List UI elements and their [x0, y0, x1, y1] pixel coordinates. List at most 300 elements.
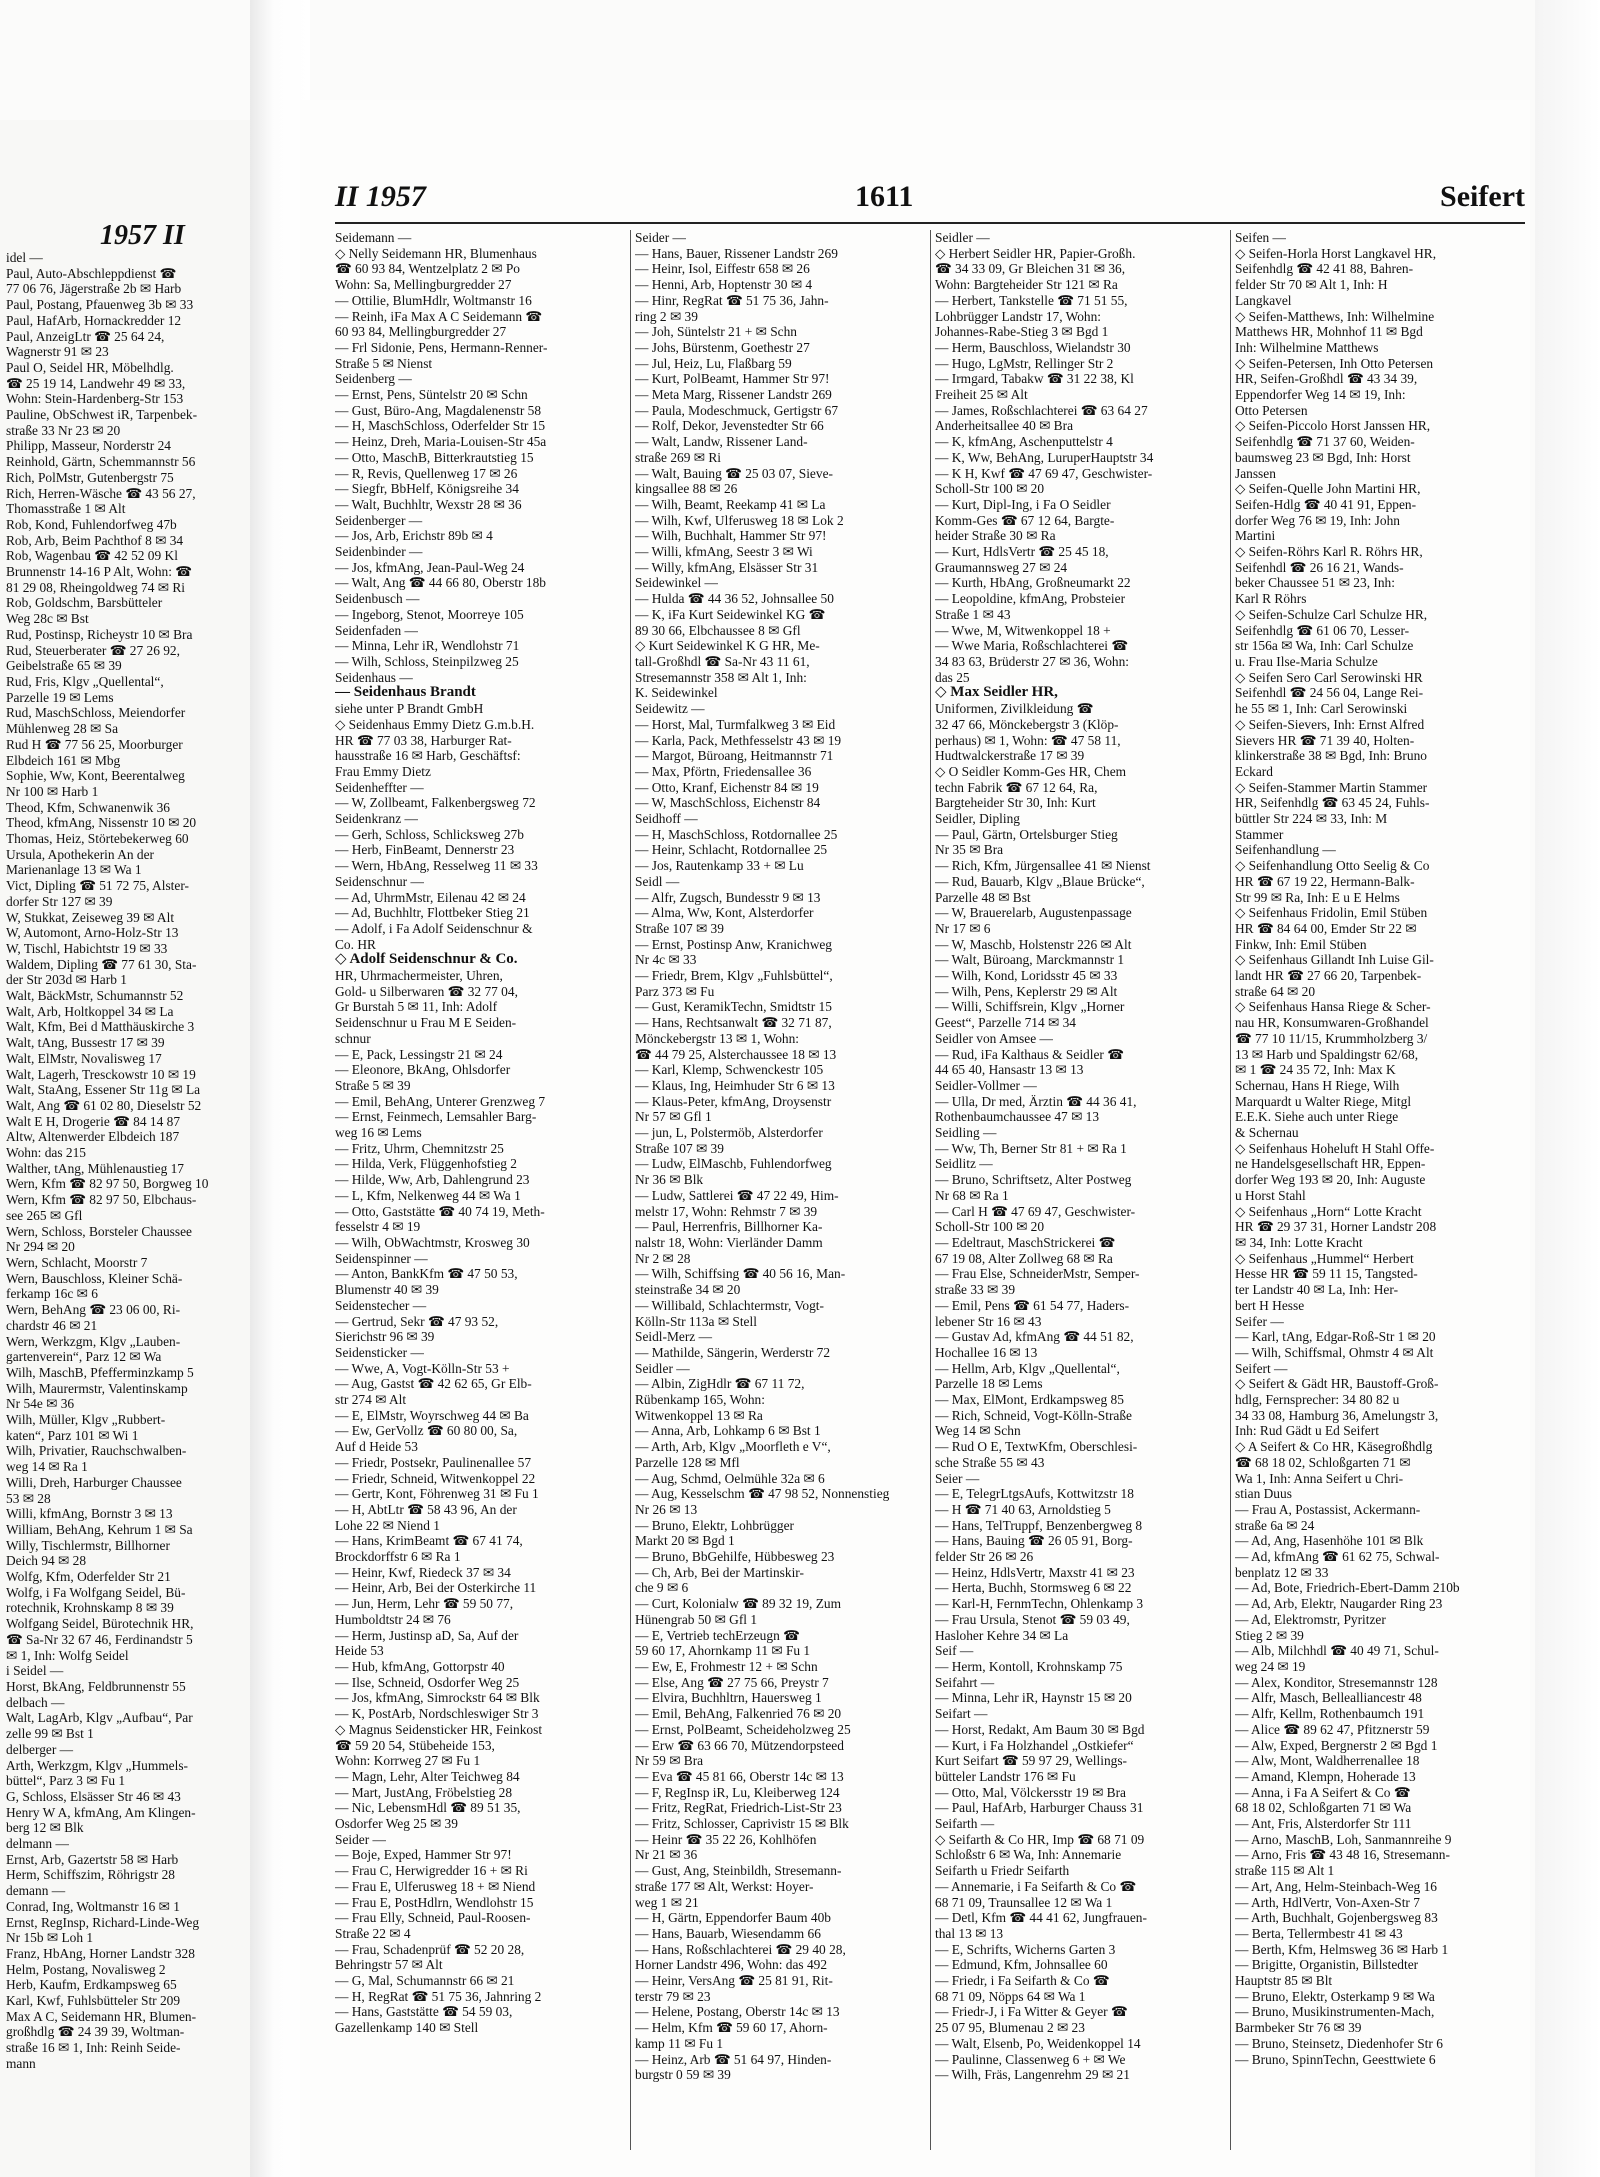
directory-entry: Seier — — [935, 1470, 980, 1486]
directory-entry: ◇ Seifenhaus Gillandt Inh Luise Gil- — [1235, 952, 1434, 968]
directory-entry: ◇ Herbert Seidler HR, Papier-Großh. — [935, 245, 1136, 261]
directory-entry: — Friedr, Schneid, Witwenkoppel 22 — [335, 1470, 536, 1486]
directory-entry: Wern, Schlacht, Moorstr 7 — [6, 1255, 148, 1270]
directory-entry: großhdlg ☎ 24 39 39, Woltman- — [6, 2024, 185, 2040]
directory-entry: Rübenkamp 165, Wohn: — [635, 1392, 765, 1408]
directory-entry: Seif — — [935, 1643, 974, 1659]
left-page — [0, 120, 252, 2177]
directory-entry: Nr 68 ✉ Ra 1 — [935, 1187, 1009, 1203]
directory-entry: — Ew, E, Frohmestr 12 + ✉ Schn — [635, 1658, 818, 1674]
directory-entry: — Klaus-Peter, kfmAng, Droysenstr — [635, 1093, 832, 1109]
directory-entry: nau HR, Konsumwaren-Großhandel — [1235, 1015, 1429, 1031]
directory-entry: — Karla, Pack, Methfesselstr 43 ✉ 19 — [635, 732, 842, 748]
directory-entry: dorfer Weg 76 ✉ 19, Inh: John — [1235, 512, 1400, 528]
directory-entry: Wilh, Müller, Klgv „Rubbert- — [6, 1412, 166, 1428]
directory-entry: Rud, Postinsp, Richeystr 10 ✉ Bra — [6, 626, 193, 642]
directory-entry: — Otto, Kranf, Eichenstr 84 ✉ 19 — [635, 779, 819, 795]
directory-entry: siehe unter P Brandt GmbH — [335, 701, 484, 717]
directory-entry: Weg 28c ✉ Bst — [6, 611, 89, 627]
directory-entry: Nr 2 ✉ 28 — [635, 1250, 691, 1266]
directory-entry: Rob, Kond, Fuhlendorfweg 47b — [6, 516, 177, 532]
directory-entry: — W, Brauerelarb, Augustenpassage — [935, 905, 1132, 921]
directory-entry: Martini — [1235, 528, 1276, 544]
directory-entry: — Jul, Heiz, Lu, Flaßbarg 59 — [635, 355, 792, 371]
directory-entry: — Walt, Landw, Rissener Land- — [635, 434, 808, 450]
directory-entry: — H, MaschSchloss, Rotdornallee 25 — [635, 826, 838, 842]
directory-entry: heider Straße 30 ✉ Ra — [935, 528, 1056, 544]
directory-entry: — Hugo, LgMstr, Rellinger Str 2 — [935, 355, 1114, 371]
directory-entry: Seifenhdlg ☎ 61 06 70, Lesser- — [1235, 622, 1410, 638]
directory-entry: Weg 14 ✉ Schn — [935, 1423, 1021, 1439]
directory-entry: Arth, Werkzgm, Klgv „Hummels- — [6, 1757, 189, 1773]
directory-entry: — Ad, Bote, Friedrich-Ebert-Damm 210b — [1235, 1580, 1460, 1596]
directory-entry: Walt, tAng, Bussestr 17 ✉ 39 — [6, 1035, 165, 1051]
directory-entry: 25 07 95, Blumenau 2 ✉ 23 — [935, 2020, 1085, 2036]
directory-entry: sche Straße 55 ✉ 43 — [935, 1454, 1045, 1470]
directory-entry: — Ernst, Postinsp Anw, Kranichweg — [635, 936, 833, 952]
directory-entry: Gold- u Silberwaren ☎ 32 77 04, — [335, 983, 518, 999]
directory-entry: — Helene, Postang, Oberstr 14c ✉ 13 — [635, 2004, 840, 2020]
directory-entry: — Jos, kfmAng, Simrockstr 64 ✉ Blk — [335, 1690, 540, 1706]
directory-entry: Walt, StaAng, Essener Str 11g ✉ La — [6, 1082, 201, 1098]
directory-entry: — Alw, Mont, Waldherrenallee 18 — [1235, 1753, 1420, 1769]
directory-entry: — Gust, Ang, Steinbildh, Stresemann- — [635, 1863, 842, 1879]
directory-entry: Geibelstraße 65 ✉ 39 — [6, 658, 122, 674]
directory-entry: ◇ Kurt Seidewinkel K G HR, Me- — [635, 638, 820, 654]
directory-entry: Paul, Auto-Abschleppdienst ☎ — [6, 265, 177, 281]
directory-entry: Seifenhdl ☎ 24 56 04, Lange Rei- — [1235, 685, 1424, 701]
directory-entry: Walt, BäckMstr, Schumannstr 52 — [6, 988, 184, 1004]
directory-entry: — Berth, Kfm, Helmsweg 36 ✉ Harb 1 — [1235, 1941, 1449, 1957]
directory-entry: 34 83 63, Brüderstr 27 ✉ 36, Wohn: — [935, 653, 1130, 669]
directory-entry: — Alfr, Zugsch, Bundesstr 9 ✉ 13 — [635, 889, 821, 905]
directory-entry: ◇ Max Seidler HR, — [935, 684, 1058, 701]
directory-entry: 32 47 66, Mönckebergstr 3 (Klöp- — [935, 716, 1119, 732]
directory-entry: — Seidenhaus Brandt — [335, 684, 476, 701]
directory-entry: — H, Gärtn, Eppendorfer Baum 40b — [635, 1910, 831, 1926]
directory-entry: Eckard — [1235, 763, 1273, 779]
directory-entry: Eppendorfer Weg 14 ✉ 19, Inh: — [1235, 387, 1406, 403]
directory-entry: — Frau A, Postassist, Ackermann- — [1235, 1501, 1421, 1517]
directory-entry: Wohn: Korrweg 27 ✉ Fu 1 — [335, 1753, 481, 1769]
directory-entry: Nr 100 ✉ Harb 1 — [6, 783, 99, 799]
directory-entry: — Heinr, Schlacht, Rotdornallee 25 — [635, 842, 828, 858]
directory-entry: Stammer — [1235, 826, 1284, 842]
directory-entry: — E, Vertrieb techErzeugn ☎ — [635, 1627, 800, 1643]
header-keyword: Seifert — [1440, 180, 1525, 213]
directory-entry: ◇ Seifen-Petersen, Inh Otto Petersen — [1235, 355, 1434, 371]
directory-entry: — E, TelegrLtgsAufs, Kottwitzstr 18 — [935, 1486, 1134, 1502]
page-edge — [1535, 0, 1600, 2177]
directory-entry: — Paulinne, Classenweg 6 + ✉ We — [935, 2051, 1126, 2067]
directory-entry: — Berta, Tellermbestr 41 ✉ 43 — [1235, 1925, 1403, 1941]
directory-entry: Marquardt u Walter Riege, Mitgl — [1235, 1093, 1412, 1109]
directory-entry: — Jos, kfmAng, Jean-Paul-Weg 24 — [335, 559, 525, 575]
column-2 — [635, 230, 927, 2150]
directory-entry: Nr 4c ✉ 33 — [635, 952, 697, 968]
directory-entry: ◇ Seifen-Matthews, Inh: Wilhelmine — [1235, 308, 1435, 324]
directory-entry: ◇ Seifert & Gädt HR, Baustoff-Groß- — [1235, 1376, 1439, 1392]
directory-entry: Seidenbusch — — [335, 591, 420, 607]
directory-entry: landt HR ☎ 27 66 20, Tarpenbek- — [1235, 968, 1422, 984]
directory-entry: — Gertr, Kont, Föhrenweg 31 ✉ Fu 1 — [335, 1486, 539, 1502]
directory-entry: — Mart, JustAng, Fröbelstieg 28 — [335, 1784, 513, 1800]
directory-entry: W, Stukkat, Zeiseweg 39 ✉ Alt — [6, 909, 175, 925]
directory-entry: zelle 99 ✉ Bst 1 — [6, 1726, 94, 1742]
directory-entry: Nr 26 ✉ 13 — [635, 1501, 698, 1517]
column-3 — [935, 230, 1227, 2150]
directory-entry: Paul, Postang, Pfauenweg 3b ✉ 33 — [6, 297, 194, 313]
directory-entry: — Rich, Schneid, Vogt-Kölln-Straße — [935, 1407, 1133, 1423]
directory-entry: — Albin, ZigHdlr ☎ 67 11 72, — [635, 1376, 805, 1392]
directory-entry: Seidenkranz — — [335, 811, 418, 827]
directory-entry: — James, Roßschlachterei ☎ 63 64 27 — [935, 402, 1148, 418]
directory-entry: Walt E H, Drogerie ☎ 84 14 87 — [6, 1113, 181, 1129]
directory-entry: — Ernst, Pens, Süntelstr 20 ✉ Schn — [335, 387, 528, 403]
directory-entry: u. Frau Ilse-Maria Schulze — [1235, 653, 1378, 669]
directory-entry: — Jos, Arb, Erichstr 89b ✉ 4 — [335, 528, 493, 544]
directory-entry: Seidl — — [635, 873, 680, 889]
directory-entry: Brunnenstr 14-16 P Alt, Wohn: ☎ — [6, 564, 192, 580]
directory-entry: Gazellenkamp 140 ✉ Stell — [335, 2020, 479, 2036]
directory-entry: Wolfgang Seidel, Bürotechnik HR, — [6, 1616, 194, 1632]
directory-entry: ☎ 60 93 84, Wentzelplatz 2 ✉ Po — [335, 261, 521, 277]
directory-entry: — E, Pack, Lessingstr 21 ✉ 24 — [335, 1046, 503, 1062]
directory-entry: — Hans, TelTruppf, Benzenbergweg 8 — [935, 1517, 1143, 1533]
directory-entry: — Gertrud, Sekr ☎ 47 93 52, — [335, 1313, 499, 1329]
directory-entry: Walt, Kfm, Bei d Matthäuskirche 3 — [6, 1019, 195, 1035]
directory-entry: — Heinr ☎ 35 22 26, Kohlhöfen — [635, 1831, 817, 1847]
directory-entry: Hasloher Kehre 34 ✉ La — [935, 1627, 1069, 1643]
directory-entry: Seifen-Hdlg ☎ 40 41 91, Eppen- — [1235, 496, 1417, 512]
directory-entry: Janssen — [1235, 465, 1276, 481]
directory-entry: Nr 59 ✉ Bra — [635, 1753, 704, 1769]
directory-entry: Hesse HR ☎ 59 11 15, Tangsted- — [1235, 1266, 1418, 1282]
directory-entry: — Ottilie, BlumHdlr, Woltmanstr 16 — [335, 292, 532, 308]
header-year: II 1957 — [335, 180, 426, 213]
directory-entry: Wohn: Stein-Hardenberg-Str 153 — [6, 391, 184, 407]
directory-entry: Willi, Dreh, Harburger Chaussee — [6, 1474, 182, 1490]
directory-entry: — K, kfmAng, Aschenputtelstr 4 — [935, 434, 1113, 450]
directory-entry: ◇ Seifenhandlung Otto Seelig & Co — [1235, 858, 1430, 874]
directory-entry: Sievers HR ☎ 71 39 40, Holten- — [1235, 732, 1415, 748]
directory-entry: — Frl Sidonie, Pens, Hermann-Renner- — [335, 339, 548, 355]
directory-entry: beker Chaussee 51 ✉ 23, Inh: — [1235, 575, 1395, 591]
directory-entry: — Siegfr, BbHelf, Königsreihe 34 — [335, 481, 519, 497]
directory-entry: delmann — — [6, 1836, 69, 1852]
directory-entry: — Meta Marg, Rissener Landstr 269 — [635, 387, 832, 403]
directory-entry: ☎ Sa-Nr 32 67 46, Ferdinandstr 5 — [6, 1631, 193, 1647]
directory-entry: rotechnik, Krohnskamp 8 ✉ 39 — [6, 1600, 174, 1616]
directory-entry: — Anton, BankKfm ☎ 47 50 53, — [335, 1266, 518, 1282]
directory-entry: ◇ A Seifert & Co HR, Käsegroßhdlg — [1235, 1439, 1433, 1455]
directory-entry: — Heinr, Arb, Bei der Osterkirche 11 — [335, 1580, 537, 1596]
directory-entry: — Herm, Bauschloss, Wielandstr 30 — [935, 339, 1131, 355]
directory-entry: Walt, Ang ☎ 61 02 80, Dieselstr 52 — [6, 1097, 202, 1113]
directory-entry: 89 30 66, Elbchaussee 8 ✉ Gfl — [635, 622, 801, 638]
directory-entry: ter Landstr 40 ✉ La, Inh: Her- — [1235, 1282, 1399, 1298]
directory-entry: Theod, kfmAng, Nissenstr 10 ✉ 20 — [6, 815, 197, 831]
directory-entry: Frau Emmy Dietz — [335, 763, 431, 779]
directory-entry: — Minna, Lehr iR, Wendlohstr 71 — [335, 638, 520, 654]
directory-entry: — Arno, MaschB, Loh, Sanmannreihe 9 — [1235, 1831, 1452, 1847]
directory-entry: Parz 373 ✉ Fu — [635, 983, 715, 999]
directory-entry: Nr 294 ✉ 20 — [6, 1239, 75, 1255]
directory-entry: — Wilh, Schiffsmal, Ohmstr 4 ✉ Alt — [1235, 1344, 1434, 1360]
directory-entry: K. Seidewinkel — [635, 685, 718, 701]
directory-entry: Wilh, MaschB, Pfefferminzkamp 5 — [6, 1364, 194, 1380]
directory-entry: Wern, Bauschloss, Kleiner Schä- — [6, 1270, 183, 1286]
directory-entry: — Ingeborg, Stenot, Moorreye 105 — [335, 606, 524, 622]
directory-entry: str 274 ✉ Alt — [335, 1392, 407, 1408]
directory-entry: Wern, Schloss, Borsteler Chaussee — [6, 1223, 192, 1239]
directory-entry: — Henni, Arb, Hoptenstr 30 ✉ 4 — [635, 277, 813, 293]
directory-entry: — Rud, Bauarb, Klgv „Blaue Brücke“, — [935, 873, 1145, 889]
directory-entry: — Wwe Maria, Roßschlachterei ☎ — [935, 638, 1129, 654]
directory-entry: Seidenhaus — — [335, 669, 413, 685]
directory-entry: — Emil, Pens ☎ 61 54 77, Haders- — [935, 1297, 1130, 1313]
directory-entry: hdlg, Fernsprecher: 34 80 82 u — [1235, 1392, 1400, 1408]
directory-entry: Vict, Dipling ☎ 51 72 75, Alster- — [6, 878, 189, 894]
directory-entry: — Herm, Kontoll, Krohnskamp 75 — [935, 1658, 1123, 1674]
directory-entry: — Hans, Gaststätte ☎ 54 59 03, — [335, 2004, 513, 2020]
directory-entry: büttler Str 224 ✉ 33, Inh: M — [1235, 811, 1388, 827]
directory-entry: Nr 17 ✉ 6 — [935, 920, 991, 936]
directory-entry: 59 60 17, Ahornkamp 11 ✉ Fu 1 — [635, 1643, 811, 1659]
directory-entry: Stieg 2 ✉ 39 — [1235, 1627, 1304, 1643]
directory-entry: — Art, Ang, Helm-Steinbach-Weg 16 — [1235, 1878, 1437, 1894]
directory-entry: — Rich, Kfm, Jürgensallee 41 ✉ Nienst — [935, 858, 1151, 874]
directory-entry: Nr 35 ✉ Bra — [935, 842, 1004, 858]
directory-entry: 34 33 08, Hamburg 36, Amelungstr 3, — [1235, 1407, 1439, 1423]
directory-entry: — Wilh, Schiffsing ☎ 40 56 16, Man- — [635, 1266, 846, 1282]
directory-entry: felder Str 26 ✉ 26 — [935, 1549, 1034, 1565]
directory-entry: lebener Str 16 ✉ 43 — [935, 1313, 1042, 1329]
directory-entry: straße 33 ✉ 39 — [935, 1282, 1016, 1298]
directory-entry: Seifarth — — [935, 1816, 995, 1832]
directory-entry: Finkw, Inh: Emil Stüben — [1235, 936, 1367, 952]
directory-entry: — Wilh, Schloss, Steinpilzweg 25 — [335, 653, 519, 669]
directory-entry: bütteler Landstr 176 ✉ Fu — [935, 1768, 1076, 1784]
directory-entry: Seifenhdlg ☎ 42 41 88, Bahren- — [1235, 261, 1414, 277]
directory-entry: — Mathilde, Sängerin, Werderstr 72 — [635, 1344, 831, 1360]
directory-entry: perhaus) ✉ 1, Wohn: ☎ 47 58 11, — [935, 732, 1121, 748]
directory-entry: delberger — — [6, 1741, 74, 1757]
directory-entry: Seidl-Merz — — [635, 1329, 712, 1345]
directory-entry: — Ant, Fris, Alsterdorfer Str 111 — [1235, 1816, 1412, 1832]
directory-entry: — H ☎ 71 40 63, Arnoldstieg 5 — [935, 1501, 1111, 1517]
directory-entry: straße 177 ✉ Alt, Werkst: Hoyer- — [635, 1878, 814, 1894]
directory-entry: Straße 22 ✉ 4 — [335, 1925, 411, 1941]
directory-entry: — Wilh, Pens, Keplerstr 29 ✉ Alt — [935, 983, 1118, 999]
directory-entry: Horner Landstr 496, Wohn: das 492 — [635, 1957, 828, 1973]
directory-entry: — Carl H ☎ 47 69 47, Geschwister- — [935, 1203, 1136, 1219]
directory-entry: — Ernst, Feinmech, Lemsahler Barg- — [335, 1109, 537, 1125]
directory-entry: — Heinr, Isol, Eiffestr 658 ✉ 26 — [635, 261, 810, 277]
directory-entry: Nr 36 ✉ Blk — [635, 1172, 704, 1188]
directory-entry: ◇ Nelly Seidemann HR, Blumenhaus — [335, 245, 537, 261]
directory-entry: — Otto, Mal, Völckersstr 19 ✉ Bra — [935, 1784, 1126, 1800]
directory-entry: — Reinh, iFa Max A C Seidemann ☎ — [335, 308, 543, 324]
directory-entry: Seifenhandlung — — [1235, 842, 1336, 858]
directory-entry: felder Str 70 ✉ Alt 1, Inh: H — [1235, 277, 1388, 293]
directory-entry: Wa 1, Inh: Anna Seifert u Chri- — [1235, 1470, 1404, 1486]
directory-entry: — Magn, Lehr, Alter Teichweg 84 — [335, 1768, 520, 1784]
directory-entry: — Walt, Elsenb, Po, Weidenkoppel 14 — [935, 2035, 1141, 2051]
directory-entry: weg 1 ✉ 21 — [635, 1894, 699, 1910]
directory-entry: — W, MaschSchloss, Eichenstr 84 — [635, 795, 821, 811]
directory-entry: Seifart — — [935, 1706, 988, 1722]
directory-entry: — Herm, Justinsp aD, Sa, Auf der — [335, 1627, 519, 1643]
directory-entry: HR, Uhrmachermeister, Uhren, — [335, 968, 503, 984]
directory-entry: Seidler, Dipling — [935, 811, 1021, 827]
directory-entry: Waldem, Dipling ☎ 77 61 30, Sta- — [6, 956, 197, 972]
directory-entry: büttel“, Parz 3 ✉ Fu 1 — [6, 1773, 126, 1789]
directory-entry: — Joh, Süntelstr 21 + ✉ Schn — [635, 324, 797, 340]
directory-entry: ☎ 44 79 25, Alsterchaussee 18 ✉ 13 — [635, 1046, 837, 1062]
column-divider — [1230, 230, 1231, 2150]
directory-entry: chardstr 46 ✉ 21 — [6, 1317, 98, 1333]
directory-entry: — Arno, Fris ☎ 43 48 16, Stresemann- — [1235, 1847, 1450, 1863]
directory-entry: Rob, Wagenbau ☎ 42 52 09 Kl — [6, 548, 178, 564]
directory-entry: — E, Schrifts, Wicherns Garten 3 — [935, 1941, 1116, 1957]
directory-entry: — H, AbtLtr ☎ 58 43 96, An der — [335, 1501, 517, 1517]
directory-entry: — Ad, Arb, Elektr, Naugarder Ring 23 — [1235, 1596, 1443, 1612]
directory-entry: der Str 203d ✉ Harb 1 — [6, 972, 127, 988]
directory-entry: ◇ O Seidler Komm-Ges HR, Chem — [935, 763, 1127, 779]
directory-entry: Seidlitz — — [935, 1156, 993, 1172]
directory-entry: Ursula, Apothekerin An der — [6, 846, 155, 862]
directory-entry: — Kurt, i Fa Holzhandel „Ostkiefer“ — [935, 1737, 1134, 1753]
directory-entry: — W, Zollbeamt, Falkenbergsweg 72 — [335, 795, 536, 811]
directory-entry: techn Fabrik ☎ 67 12 64, Ra, — [935, 779, 1098, 795]
directory-entry: Seidling — — [935, 1125, 997, 1141]
directory-entry: — Amand, Klempn, Hoheradе 13 — [1235, 1768, 1416, 1784]
directory-entry: — Arth, Arb, Klgv „Moorfleth e V“, — [635, 1439, 831, 1455]
header-rule — [335, 222, 1525, 224]
directory-entry: Matthews HR, Mohnhof 11 ✉ Bgd — [1235, 324, 1423, 340]
directory-entry: Conrad, Ing, Woltmanstr 16 ✉ 1 — [6, 1898, 180, 1914]
directory-entry: demann — — [6, 1883, 66, 1899]
directory-entry: — Hans, KrimBeamt ☎ 67 41 74, — [335, 1533, 523, 1549]
directory-entry: — Walt, Bauing ☎ 25 03 07, Sieve- — [635, 465, 833, 481]
directory-entry: — Hub, kfmAng, Gottorpstr 40 — [335, 1658, 505, 1674]
directory-entry: Mühlenweg 28 ✉ Sa — [6, 721, 119, 737]
directory-entry: Rud H ☎ 77 56 25, Moorburger — [6, 736, 183, 752]
directory-entry: klinkerstraße 38 ✉ Bgd, Inh: Bruno — [1235, 748, 1427, 764]
column-divider — [630, 230, 631, 2150]
directory-entry: ◇ Seifenhaus Hoheluft H Stahl Offe- — [1235, 1140, 1435, 1156]
directory-entry: — Boje, Exped, Hammer Str 97! — [335, 1847, 512, 1863]
directory-entry: Schloßstr 6 ✉ Wa, Inh: Annemarie — [935, 1847, 1122, 1863]
directory-entry: Marienanlage 13 ✉ Wa 1 — [6, 862, 142, 878]
directory-entry: Witwenkoppel 13 ✉ Ra — [635, 1407, 763, 1423]
directory-entry: — Wilh, Buchhalt, Hammer Str 97! — [635, 528, 827, 544]
directory-entry: — Hans, Roßschlachterei ☎ 29 40 28, — [635, 1941, 846, 1957]
directory-entry: — Anna, i Fa A Seifert & Co ☎ — [1235, 1784, 1411, 1800]
directory-entry: — Max, ElMont, Erdkampsweg 85 — [935, 1392, 1124, 1408]
directory-entry: Rich, PolMstr, Gutenbergstr 75 — [6, 469, 174, 485]
directory-entry: — Fritz, RegRat, Friedrich-List-Str 23 — [635, 1800, 842, 1816]
directory-entry: Thomasstraße 1 ✉ Alt — [6, 501, 126, 517]
directory-entry: — Ad, Ang, Hasenhöhe 101 ✉ Blk — [1235, 1533, 1424, 1549]
directory-entry: ☎ 77 10 11/15, Krummholzberg 3/ — [1235, 1030, 1428, 1046]
directory-entry: — Nic, LebensmHdl ☎ 89 51 35, — [335, 1800, 521, 1816]
directory-entry: — Frau C, Herwigredder 16 + ✉ Ri — [335, 1863, 528, 1879]
directory-entry: — Erw ☎ 63 66 70, Mützendorpsteed — [635, 1737, 844, 1753]
directory-entry: Kölln-Str 113a ✉ Stell — [635, 1313, 757, 1329]
directory-entry: Wern, Kfm ☎ 82 97 50, Elbchaus- — [6, 1192, 197, 1208]
directory-entry: — Bruno, SpinnTechn, Geesttwiete 6 — [1235, 2051, 1436, 2067]
directory-entry: — Bruno, Steinsetz, Diedenhofer Str 6 — [1235, 2035, 1443, 2051]
directory-entry: — Alma, Ww, Kont, Alsterdorfer — [635, 905, 814, 921]
directory-entry: Sierichstr 96 ✉ 39 — [335, 1329, 435, 1345]
directory-entry: — Willy, kfmAng, Elsässer Str 31 — [635, 559, 819, 575]
directory-entry: — Ulla, Dr med, Ärztin ☎ 44 36 41, — [935, 1093, 1137, 1109]
directory-entry: 53 ✉ 28 — [6, 1490, 51, 1506]
directory-entry: Wohn: das 215 — [6, 1145, 87, 1161]
directory-entry: HR ☎ 29 37 31, Horner Landstr 208 — [1235, 1219, 1437, 1235]
directory-entry: — Arth, Buchhalt, Gojenbergsweg 83 — [1235, 1910, 1438, 1926]
directory-entry: straße 64 ✉ 20 — [1235, 983, 1316, 999]
directory-entry: Wilh, Privatier, Rauchschwalben- — [6, 1443, 187, 1459]
directory-entry: — Hans, Bauarb, Wiesendamm 66 — [635, 1925, 821, 1941]
directory-entry: 44 65 40, Hansastr 13 ✉ 13 — [935, 1062, 1084, 1078]
directory-entry: — Hilda, Verk, Flüggenhofstieg 2 — [335, 1156, 517, 1172]
directory-entry: ✉ 1 ☎ 24 35 72, Inh: Max K — [1235, 1062, 1396, 1078]
directory-entry: Nr 54e ✉ 36 — [6, 1396, 75, 1412]
directory-entry: — Paul, Herrenfris, Billhorner Ka- — [635, 1219, 823, 1235]
directory-entry: — Ad, kfmAng ☎ 61 62 75, Schwal- — [1235, 1549, 1440, 1565]
directory-entry: — Alice ☎ 89 62 47, Pfitznerstr 59 — [1235, 1721, 1430, 1737]
directory-entry: Seifahrt — — [935, 1674, 995, 1690]
directory-entry: nalstr 18, Wohn: Vierländer Damm — [635, 1235, 823, 1250]
directory-entry: Seidewinkel — — [635, 575, 718, 591]
directory-entry: straße 269 ✉ Ri — [635, 449, 721, 465]
directory-entry: Parzelle 19 ✉ Lems — [6, 689, 114, 705]
directory-entry: Barmbeker Str 76 ✉ 39 — [1235, 2020, 1362, 2036]
directory-entry: — Jun, Herm, Lehr ☎ 59 50 77, — [335, 1596, 514, 1612]
directory-entry: — E, ElMstr, Woyrschweg 44 ✉ Ba — [335, 1407, 529, 1423]
directory-entry: — Edmund, Kfm, Johnsallee 60 — [935, 1957, 1108, 1973]
directory-entry: Seidenberg — — [335, 371, 412, 387]
directory-entry: — Fritz, Uhrm, Chemnitzstr 25 — [335, 1140, 504, 1156]
directory-entry: Karl, Kwf, Fuhlsbütteler Str 209 — [6, 1993, 181, 2009]
directory-entry: Walt, LagArb, Klgv „Aufbau“, Par — [6, 1710, 193, 1726]
directory-entry: ☎ 25 19 14, Landwehr 49 ✉ 33, — [6, 375, 186, 391]
directory-entry: Seidler-Vollmer — — [935, 1077, 1037, 1093]
directory-entry: weg 14 ✉ Ra 1 — [6, 1459, 88, 1475]
directory-entry: — Alfr, Kellm, Rothenbaumch 191 — [1235, 1706, 1425, 1722]
directory-entry: HR ☎ 77 03 38, Harburger Rat- — [335, 732, 512, 748]
directory-entry: Lohbrügger Landstr 17, Wohn: — [935, 308, 1102, 324]
directory-entry: Rich, Herren-Wäsche ☎ 43 56 27, — [6, 485, 196, 501]
directory-entry: — H, MaschSchloss, Oderfelder Str 15 — [335, 418, 546, 434]
directory-entry: Seidenfaden — — [335, 622, 418, 638]
directory-entry: Wolfg, i Fa Wolfgang Seidel, Bü- — [6, 1584, 186, 1600]
directory-entry: Blumenstr 40 ✉ 39 — [335, 1282, 439, 1298]
directory-entry: Nr 57 ✉ Gfl 1 — [635, 1109, 712, 1125]
directory-entry: idel — — [6, 250, 43, 265]
directory-entry: Auf d Heide 53 — [335, 1439, 418, 1455]
directory-entry: — Otto, Gaststätte ☎ 40 74 19, Meth- — [335, 1203, 545, 1219]
directory-entry: — Arth, HdlVertr, Von-Axen-Str 7 — [1235, 1894, 1420, 1910]
directory-entry: — Hans, Rechtsanwalt ☎ 32 71 87, — [635, 1015, 832, 1031]
directory-entry: — Eleonore, BkAng, Ohlsdorfer — [335, 1062, 511, 1078]
directory-entry: — Gerh, Schloss, Schlicksweg 27b — [335, 826, 524, 842]
directory-entry: Walt, Lagerh, Tresckowstr 10 ✉ 19 — [6, 1066, 196, 1082]
directory-entry: G, Schloss, Elsässer Str 46 ✉ 43 — [6, 1788, 181, 1804]
